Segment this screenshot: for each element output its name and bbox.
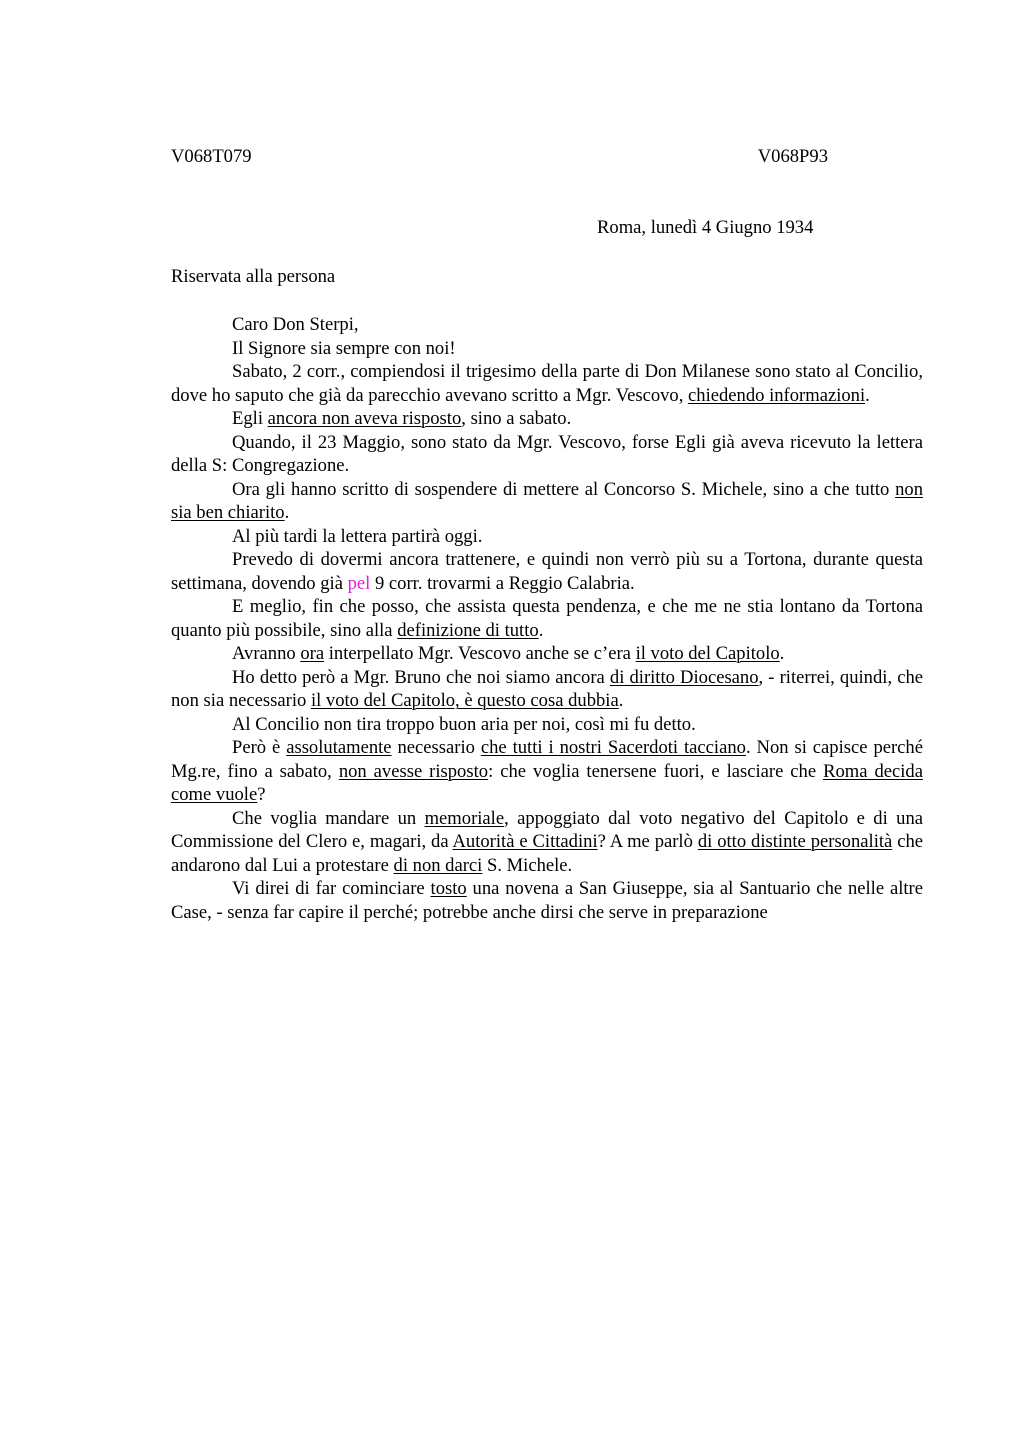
paragraph-4 (171, 478, 923, 525)
text-run: interpellato Mgr. Vescovo anche se c’era (324, 643, 636, 664)
paragraph-13 (171, 877, 923, 924)
document-header (171, 146, 828, 172)
text-run: . (538, 619, 544, 641)
text-run: Ho detto però a Mgr. Bruno che noi siamo ancora (232, 666, 610, 688)
text-run: che andarono dal Lui a protestare (171, 831, 923, 876)
text-run: ? A me parlò (597, 831, 698, 852)
text-run: . (618, 690, 624, 711)
text-run: . Non si capisce perché Mg.re, fino a sabato, (171, 737, 923, 782)
text-run: Prevedo di dovermi ancora trattenere, e quindi non verrò più su a Tortona, durante questa settimana, dovendo già (171, 549, 923, 594)
highlighted-word: pel (347, 572, 371, 594)
text-run: necessario (391, 737, 481, 758)
underlined-text: definizione di tutto (397, 619, 539, 641)
underlined-text: non sia ben chiarito (171, 478, 923, 523)
text-run: 9 corr. trovarmi a Reggio Calabria. (370, 572, 635, 594)
text-run: : che voglia tenersene fuori, e lasciare che (488, 760, 824, 782)
text-run: . (779, 643, 785, 664)
underlined-text: il voto del Capitolo (635, 643, 780, 664)
underlined-text: Roma decida come vuole (171, 760, 923, 805)
paragraph-2 (171, 407, 923, 431)
document-code-right: V068P93 (757, 146, 828, 167)
letter-body (171, 313, 923, 924)
text-run: una novena a San Giuseppe, sia al Santuario che nelle altre Case, - senza far capire il perché; potrebbe anche dirsi che serve in preparazione (171, 878, 923, 923)
underlined-text: tosto (430, 878, 467, 899)
salutation: Il Signore sia sempre con noi! (232, 337, 456, 359)
dateline: Roma, lunedì 4 Giugno 1934 (597, 217, 814, 238)
text-run: . (865, 384, 870, 406)
underlined-text: memoriale (424, 807, 505, 829)
underlined-text: che tutti i nostri Sacerdoti tacciano (480, 737, 746, 758)
underlined-text: chiedendo informazioni (688, 384, 866, 406)
text-run: Avranno (232, 643, 301, 664)
underlined-text: assolutamente (286, 737, 392, 758)
text-run: E meglio, fin che posso, che assista questa pendenza, e che me ne stia lontano da Tortona quanto più possibile, sino alla (171, 596, 923, 641)
paragraph-10: Al Concilio non tira troppo buon aria per noi, così mi fu detto. (232, 713, 696, 735)
text-run: S. Michele. (482, 854, 573, 876)
underlined-text: il voto del Capitolo, è questo cosa dubbia (310, 690, 619, 711)
greeting: Caro Don Sterpi, (232, 314, 359, 335)
document-code-left: V068T079 (171, 146, 252, 167)
text-run: Ora gli hanno scritto di sospendere di mettere al Concorso S. Michele, sino a che tutto (232, 478, 896, 500)
underlined-text: di diritto Diocesano (609, 666, 759, 688)
underlined-text: ancora non aveva risposto (267, 408, 462, 429)
text-run: , sino a sabato. (461, 408, 572, 429)
text-run: , appoggiato dal voto negativo del Capitolo e di una Commissione del Clero e, magari, da (171, 807, 923, 852)
paragraph-5: Al più tardi la lettera partirà oggi. (232, 525, 483, 547)
paragraph-3: Quando, il 23 Maggio, sono stato da Mgr. Vescovo, forse Egli già aveva ricevuto la lettera della S: Congregazione. (171, 431, 923, 476)
paragraph-11 (171, 736, 923, 807)
text-run: . (284, 502, 290, 523)
underlined-text: non avesse risposto (338, 760, 489, 782)
underlined-text: ora (300, 643, 325, 664)
confidential-note: Riservata alla persona (171, 266, 336, 287)
paragraph-1 (171, 360, 923, 407)
text-run: Però è (232, 737, 287, 758)
paragraph-6 (171, 548, 923, 595)
text-run: Egli (232, 408, 268, 429)
paragraph-9 (171, 666, 923, 713)
text-run: , - riterrei, quindi, che non sia necessario (171, 666, 923, 711)
underlined-text: Autorità e Cittadini (452, 831, 598, 852)
paragraph-12 (171, 807, 923, 878)
underlined-text: di otto distinte personalità (697, 831, 893, 852)
paragraph-7 (171, 595, 923, 642)
underlined-text: di non darci (393, 854, 483, 876)
paragraph-8 (171, 642, 923, 666)
text-run: Vi direi di far cominciare (232, 878, 431, 899)
text-run: ? (257, 784, 266, 805)
text-run: Che voglia mandare un (232, 807, 425, 829)
text-run: Sabato, 2 corr., compiendosi il trigesimo della parte di Don Milanese sono stato al Concilio, dove ho saputo che già da parecchio avevano scritto a Mgr. Vescovo, (171, 361, 923, 406)
